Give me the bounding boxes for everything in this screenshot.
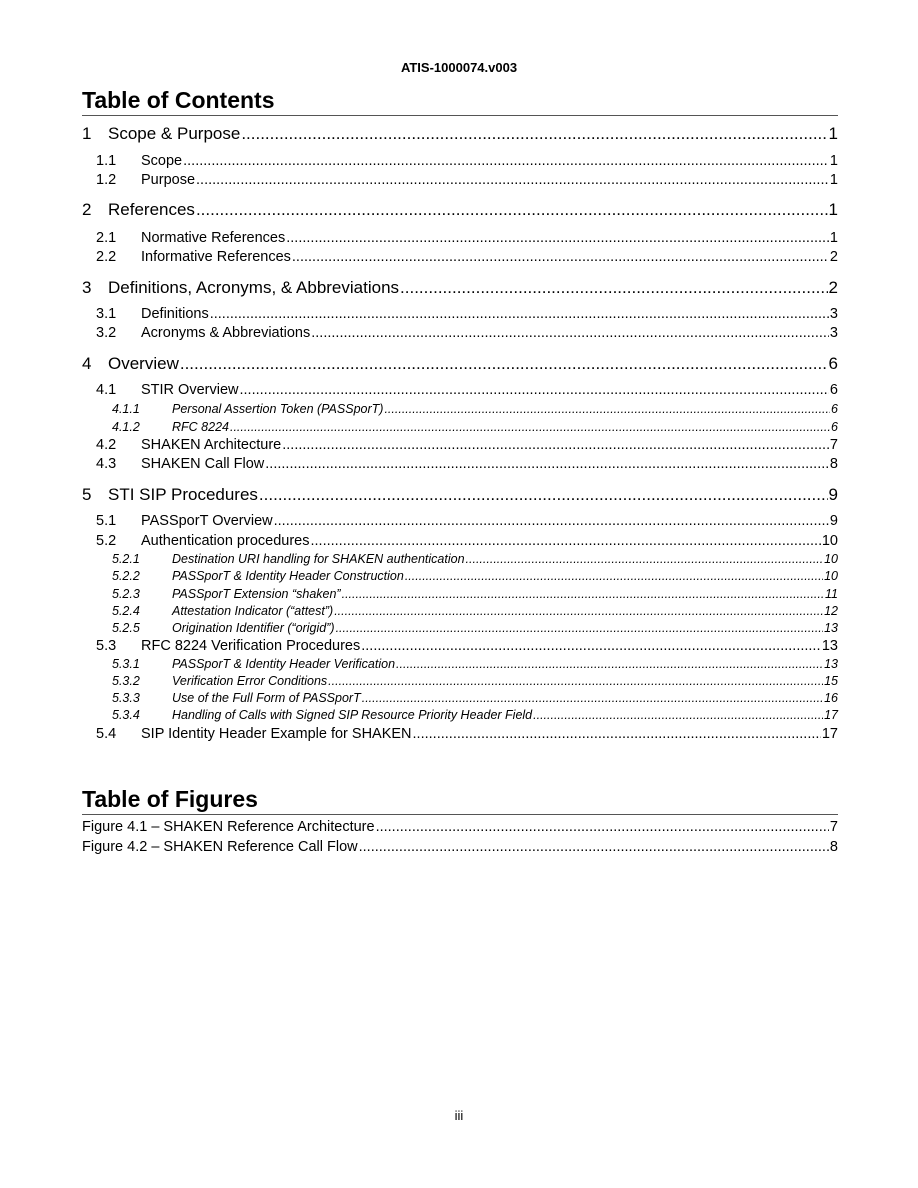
toc-entry-title: PASSporT Overview bbox=[141, 513, 273, 529]
dot-leader bbox=[274, 513, 829, 529]
toc-entry-page: 1 bbox=[828, 200, 838, 219]
toc-entry-number: 5.3.1 bbox=[112, 657, 140, 671]
dot-leader bbox=[362, 691, 823, 705]
toc-entry[interactable] bbox=[96, 249, 838, 268]
dot-leader bbox=[241, 124, 827, 144]
toc-entry-number: 3 bbox=[82, 278, 92, 297]
toc-entry[interactable] bbox=[96, 230, 838, 249]
dot-leader bbox=[282, 437, 829, 453]
toc-entry-title: Handling of Calls with Signed SIP Resource Priority Header Field bbox=[172, 708, 533, 722]
toc-entry-page: 17 bbox=[824, 708, 838, 722]
toc-entry-number: 4.3 bbox=[96, 456, 117, 472]
toc-entry-number: 5.3.2 bbox=[112, 674, 140, 688]
toc-entry[interactable] bbox=[112, 402, 838, 419]
toc-entry[interactable] bbox=[112, 621, 838, 638]
toc-entry-number: 5.2.2 bbox=[112, 569, 140, 583]
toc-entry-title: PASSporT & Identity Header Verification bbox=[172, 657, 396, 671]
toc-entry-number: 1.1 bbox=[96, 153, 117, 169]
toc-entry-number: 4.1 bbox=[96, 382, 117, 398]
toc-entry-page: 1 bbox=[828, 124, 838, 143]
toc-entry-title: SIP Identity Header Example for SHAKEN bbox=[141, 726, 412, 742]
toc-entry-title: SHAKEN Call Flow bbox=[141, 456, 265, 472]
figure-entry-page: 7 bbox=[829, 819, 838, 835]
toc-entry-title: PASSporT & Identity Header Construction bbox=[172, 569, 404, 583]
dot-leader bbox=[361, 638, 821, 654]
dot-leader bbox=[396, 657, 823, 671]
toc-entry-number: 5 bbox=[82, 485, 92, 504]
toc-entry-page: 6 bbox=[831, 420, 838, 434]
toc-entry-page: 10 bbox=[824, 552, 838, 566]
dot-leader bbox=[210, 306, 829, 322]
toc-entry-page: 3 bbox=[829, 306, 838, 322]
toc-entry-number: 3.2 bbox=[96, 325, 117, 341]
dot-leader bbox=[334, 604, 823, 618]
dot-leader bbox=[196, 172, 829, 188]
toc-entry-number: 2 bbox=[82, 200, 92, 219]
toc-entry[interactable] bbox=[112, 587, 838, 604]
toc-entry[interactable] bbox=[96, 513, 838, 532]
toc-entry[interactable] bbox=[96, 533, 838, 552]
toc-entry-page: 9 bbox=[829, 513, 838, 529]
toc-entry-title: Attestation Indicator (“attest”) bbox=[172, 604, 334, 618]
dot-leader bbox=[328, 674, 823, 688]
toc-entry-number: 5.2.4 bbox=[112, 604, 140, 618]
toc-entry[interactable] bbox=[112, 552, 838, 569]
toc-entry[interactable] bbox=[96, 726, 838, 745]
dot-leader bbox=[359, 839, 829, 855]
toc-entry-number: 4 bbox=[82, 354, 92, 373]
toc-entry[interactable] bbox=[82, 485, 838, 507]
toc-entry-page: 1 bbox=[829, 172, 838, 188]
toc-entry[interactable] bbox=[82, 124, 838, 146]
toc-entry-page: 10 bbox=[821, 533, 838, 549]
toc-entry-number: 4.1.1 bbox=[112, 402, 140, 416]
page-number: iii bbox=[454, 1108, 464, 1123]
dot-leader bbox=[466, 552, 824, 566]
toc-entry[interactable] bbox=[112, 604, 838, 621]
dot-leader bbox=[183, 153, 829, 169]
toc-entry-title: Overview bbox=[108, 354, 179, 373]
toc-entry-title: Verification Error Conditions bbox=[172, 674, 328, 688]
dot-leader bbox=[240, 382, 829, 398]
toc-entry-title: Acronyms & Abbreviations bbox=[141, 325, 311, 341]
toc-entry-page: 2 bbox=[828, 278, 838, 297]
dot-leader bbox=[311, 325, 829, 341]
toc-entry-page: 1 bbox=[829, 153, 838, 169]
toc-title: Table of Contents bbox=[82, 86, 838, 116]
toc-entry[interactable] bbox=[82, 354, 838, 376]
toc-entry[interactable] bbox=[112, 708, 838, 725]
toc-entry-title: RFC 8224 Verification Procedures bbox=[141, 638, 361, 654]
dot-leader bbox=[265, 456, 829, 472]
toc-entry-page: 13 bbox=[824, 621, 838, 635]
toc-entry[interactable] bbox=[112, 657, 838, 674]
toc-entry[interactable] bbox=[96, 456, 838, 475]
toc-entry-title: Definitions, Acronyms, & Abbreviations bbox=[108, 278, 400, 297]
toc-entry[interactable] bbox=[112, 569, 838, 586]
toc-entry-page: 13 bbox=[821, 638, 838, 654]
toc-entry[interactable] bbox=[82, 278, 838, 300]
toc-entry-page: 8 bbox=[829, 456, 838, 472]
toc-entry[interactable] bbox=[96, 153, 838, 172]
toc-entry-title: STIR Overview bbox=[141, 382, 239, 398]
dot-leader bbox=[180, 354, 828, 374]
dot-leader bbox=[376, 819, 829, 835]
toc-entry-page: 11 bbox=[825, 587, 838, 601]
toc-entry-page: 10 bbox=[824, 569, 838, 583]
toc-entry-number: 2.1 bbox=[96, 230, 117, 246]
toc-entry-title: SHAKEN Architecture bbox=[141, 437, 282, 453]
toc-entry-page: 9 bbox=[828, 485, 838, 504]
toc-entry-title: References bbox=[108, 200, 195, 219]
toc-entry[interactable] bbox=[112, 420, 838, 437]
dot-leader bbox=[286, 230, 829, 246]
toc-entry-title: Scope bbox=[141, 153, 183, 169]
dot-leader bbox=[413, 726, 821, 742]
toc-entry-page: 6 bbox=[829, 382, 838, 398]
toc-entry-number: 1 bbox=[82, 124, 92, 143]
toc-entry-title: Purpose bbox=[141, 172, 196, 188]
toc-entry-page: 16 bbox=[824, 691, 838, 705]
toc-entry[interactable] bbox=[82, 200, 838, 222]
dot-leader bbox=[384, 402, 830, 416]
toc-entry-number: 3.1 bbox=[96, 306, 117, 322]
figure-entry[interactable] bbox=[82, 819, 838, 838]
toc-entry-page: 15 bbox=[824, 674, 838, 688]
toc-entry-title: Informative References bbox=[141, 249, 291, 265]
toc-entry-title: Origination Identifier (“origid”) bbox=[172, 621, 335, 635]
dot-leader bbox=[533, 708, 823, 722]
toc-entry-number: 5.3.3 bbox=[112, 691, 140, 705]
toc-entry-page: 6 bbox=[828, 354, 838, 373]
toc-entry-number: 5.2.3 bbox=[112, 587, 140, 601]
tof-title: Table of Figures bbox=[82, 785, 838, 815]
toc-entry[interactable] bbox=[96, 382, 838, 401]
dot-leader bbox=[230, 420, 830, 434]
toc-entry-page: 13 bbox=[824, 657, 838, 671]
dot-leader bbox=[259, 485, 828, 505]
toc-entry-number: 4.2 bbox=[96, 437, 117, 453]
toc-entry[interactable] bbox=[96, 437, 838, 456]
toc-entry-number: 5.2.5 bbox=[112, 621, 140, 635]
toc-entry-page: 1 bbox=[829, 230, 838, 246]
toc-entry-number: 2.2 bbox=[96, 249, 117, 265]
figure-entry-title: Figure 4.1 – SHAKEN Reference Architecture bbox=[82, 819, 375, 835]
toc-entry[interactable] bbox=[96, 172, 838, 191]
toc-entry-page: 7 bbox=[829, 437, 838, 453]
figure-entry[interactable] bbox=[82, 839, 838, 858]
toc-entry-title: Normative References bbox=[141, 230, 286, 246]
dot-leader bbox=[196, 200, 828, 220]
dot-leader bbox=[310, 533, 820, 549]
toc-entry-number: 5.2.1 bbox=[112, 552, 140, 566]
toc-entry-title: STI SIP Procedures bbox=[108, 485, 258, 504]
toc-entry-page: 3 bbox=[829, 325, 838, 341]
dot-leader bbox=[336, 621, 824, 635]
toc-entry-number: 5.2 bbox=[96, 533, 117, 549]
toc-entry-title: Personal Assertion Token (PASSporT) bbox=[172, 402, 384, 416]
dot-leader bbox=[292, 249, 829, 265]
toc-entry-title: Definitions bbox=[141, 306, 209, 322]
toc-entry-number: 5.3 bbox=[96, 638, 117, 654]
toc-entry-page: 12 bbox=[824, 604, 838, 618]
toc-entry-title: Use of the Full Form of PASSporT bbox=[172, 691, 361, 705]
toc-entry-number: 1.2 bbox=[96, 172, 117, 188]
toc-entry-title: PASSporT Extension “shaken” bbox=[172, 587, 341, 601]
dot-leader bbox=[405, 569, 823, 583]
toc-entry-number: 4.1.2 bbox=[112, 420, 140, 434]
toc-entry-page: 6 bbox=[831, 402, 838, 416]
toc-entry-number: 5.4 bbox=[96, 726, 117, 742]
figure-entry-page: 8 bbox=[829, 839, 838, 855]
toc-entry-number: 5.1 bbox=[96, 513, 117, 529]
toc-entry-title: Authentication procedures bbox=[141, 533, 310, 549]
document-id-header: ATIS-1000074.v003 bbox=[400, 60, 518, 75]
dot-leader bbox=[342, 587, 824, 601]
toc-entry-page: 17 bbox=[821, 726, 838, 742]
toc-entry[interactable] bbox=[112, 674, 838, 691]
toc-entry-title: Destination URI handling for SHAKEN authentication bbox=[172, 552, 465, 566]
dot-leader bbox=[400, 278, 828, 298]
toc-entry-number: 5.3.4 bbox=[112, 708, 140, 722]
figure-entry-title: Figure 4.2 – SHAKEN Reference Call Flow bbox=[82, 839, 358, 855]
toc-entry-title: RFC 8224 bbox=[172, 420, 229, 434]
toc-entry[interactable] bbox=[96, 306, 838, 325]
toc-entry-page: 2 bbox=[829, 249, 838, 265]
toc-entry[interactable] bbox=[96, 638, 838, 657]
toc-entry[interactable] bbox=[112, 691, 838, 708]
toc-entry[interactable] bbox=[96, 325, 838, 344]
toc-entry-title: Scope & Purpose bbox=[108, 124, 241, 143]
